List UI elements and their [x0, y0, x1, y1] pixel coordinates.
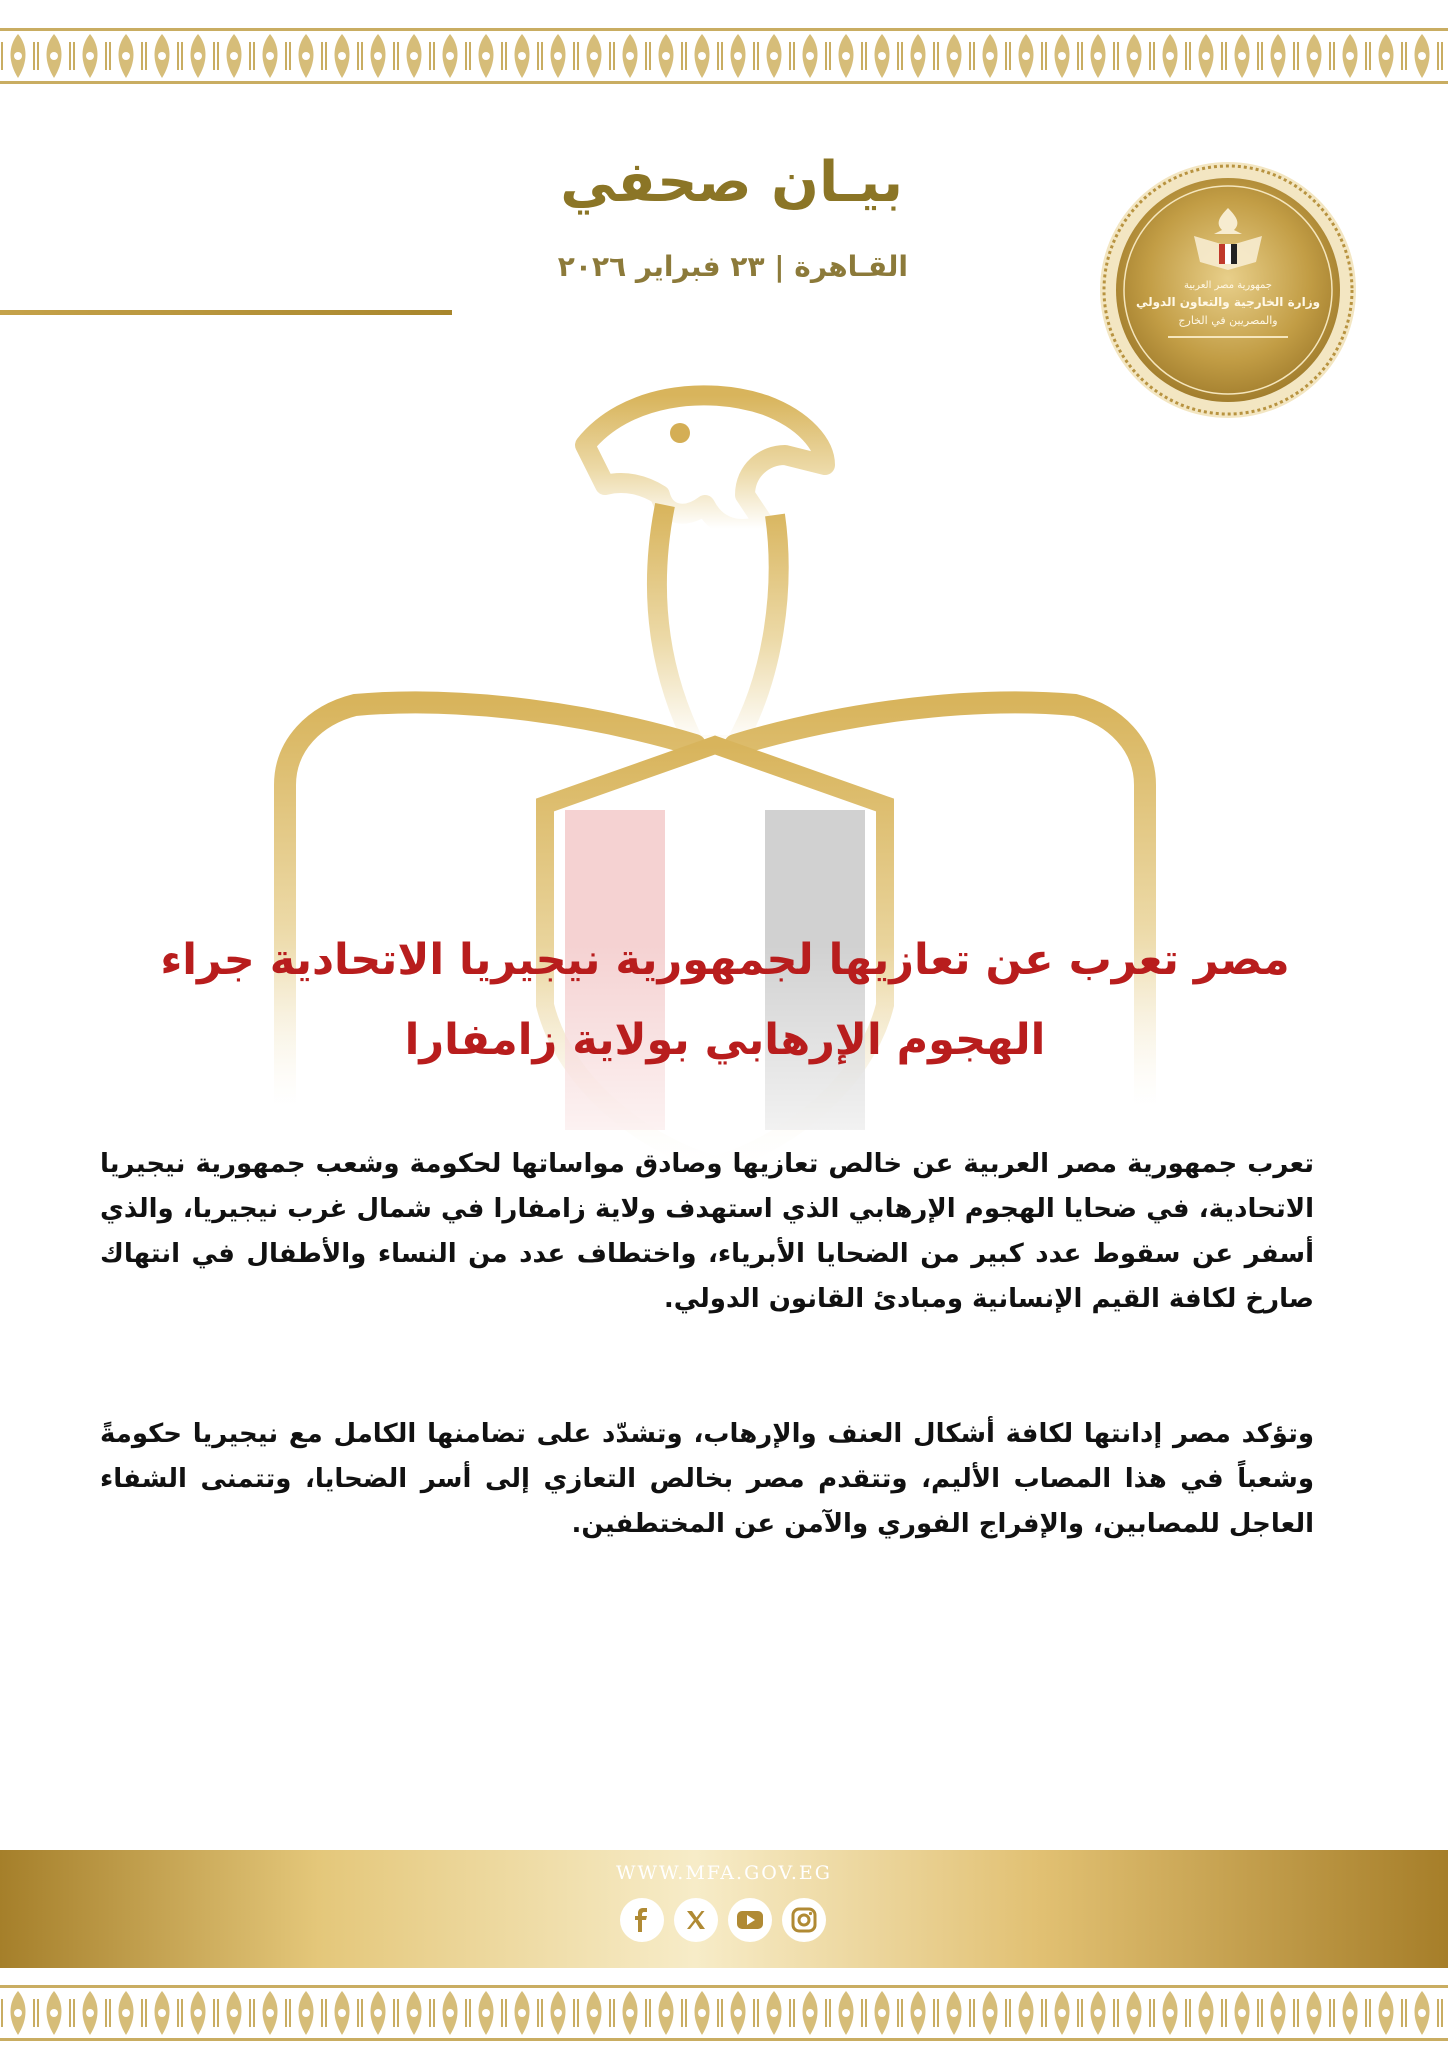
x-icon[interactable] — [674, 1898, 718, 1942]
bottom-ornamental-border — [0, 1985, 1448, 2041]
eagle-watermark — [265, 385, 1165, 1205]
seal-text-line1: جمهورية مصر العربية — [1184, 280, 1272, 291]
statement-paragraph-1: تعرب جمهورية مصر العربية عن خالص تعازيها وصادق مواساتها لحكومة وشعب جمهورية نيجيريا الاتحادية، في ضحايا الهجوم الإرهابي الذي استهدف ولاية زامفارا في شمال غرب نيجيريا، والذي أسفر عن سقوط عدد كبير من الضحايا الأبرياء، واختطاف عدد من النساء والأطفال في انتهاك صارخ لكافة القيم الإنسانية ومبادئ القانون الدولي. — [100, 1149, 1314, 1314]
footer-band — [0, 1850, 1448, 1968]
social-icons — [603, 1898, 843, 1948]
seal-text-line2: وزارة الخارجية والتعاون الدولي — [1135, 295, 1321, 309]
youtube-icon[interactable] — [728, 1898, 772, 1942]
header-divider — [0, 310, 452, 315]
date-line: القـاهرة | ٢٣ فبراير ٢٠٢٦ — [557, 250, 908, 283]
instagram-icon[interactable] — [782, 1898, 826, 1942]
ministry-seal-logo — [1098, 160, 1358, 420]
top-ornamental-border — [0, 28, 1448, 84]
website-url[interactable]: WWW.MFA.GOV.EG — [616, 1862, 832, 1884]
facebook-icon[interactable] — [620, 1898, 664, 1942]
statement-paragraph-2: وتؤكد مصر إدانتها لكافة أشكال العنف والإرهاب، وتشدّد على تضامنها الكامل مع نيجيريا حكومةً وشعباً في هذا المصاب الأليم، وتتقدم مصر بخالص التعازي إلى أسر الضحايا، وتتمنى الشفاء العاجل للمصابين، والإفراج الفوري والآمن عن المختطفين. — [100, 1419, 1314, 1539]
statement-headline: مصر تعرب عن تعازيها لجمهورية نيجيريا الاتحادية جراء الهجوم الإرهابي بولاية زامفارا — [160, 935, 1290, 1065]
document-title: بيـان صحفي — [560, 150, 903, 215]
seal-text-line3: والمصريين في الخارج — [1178, 314, 1278, 327]
